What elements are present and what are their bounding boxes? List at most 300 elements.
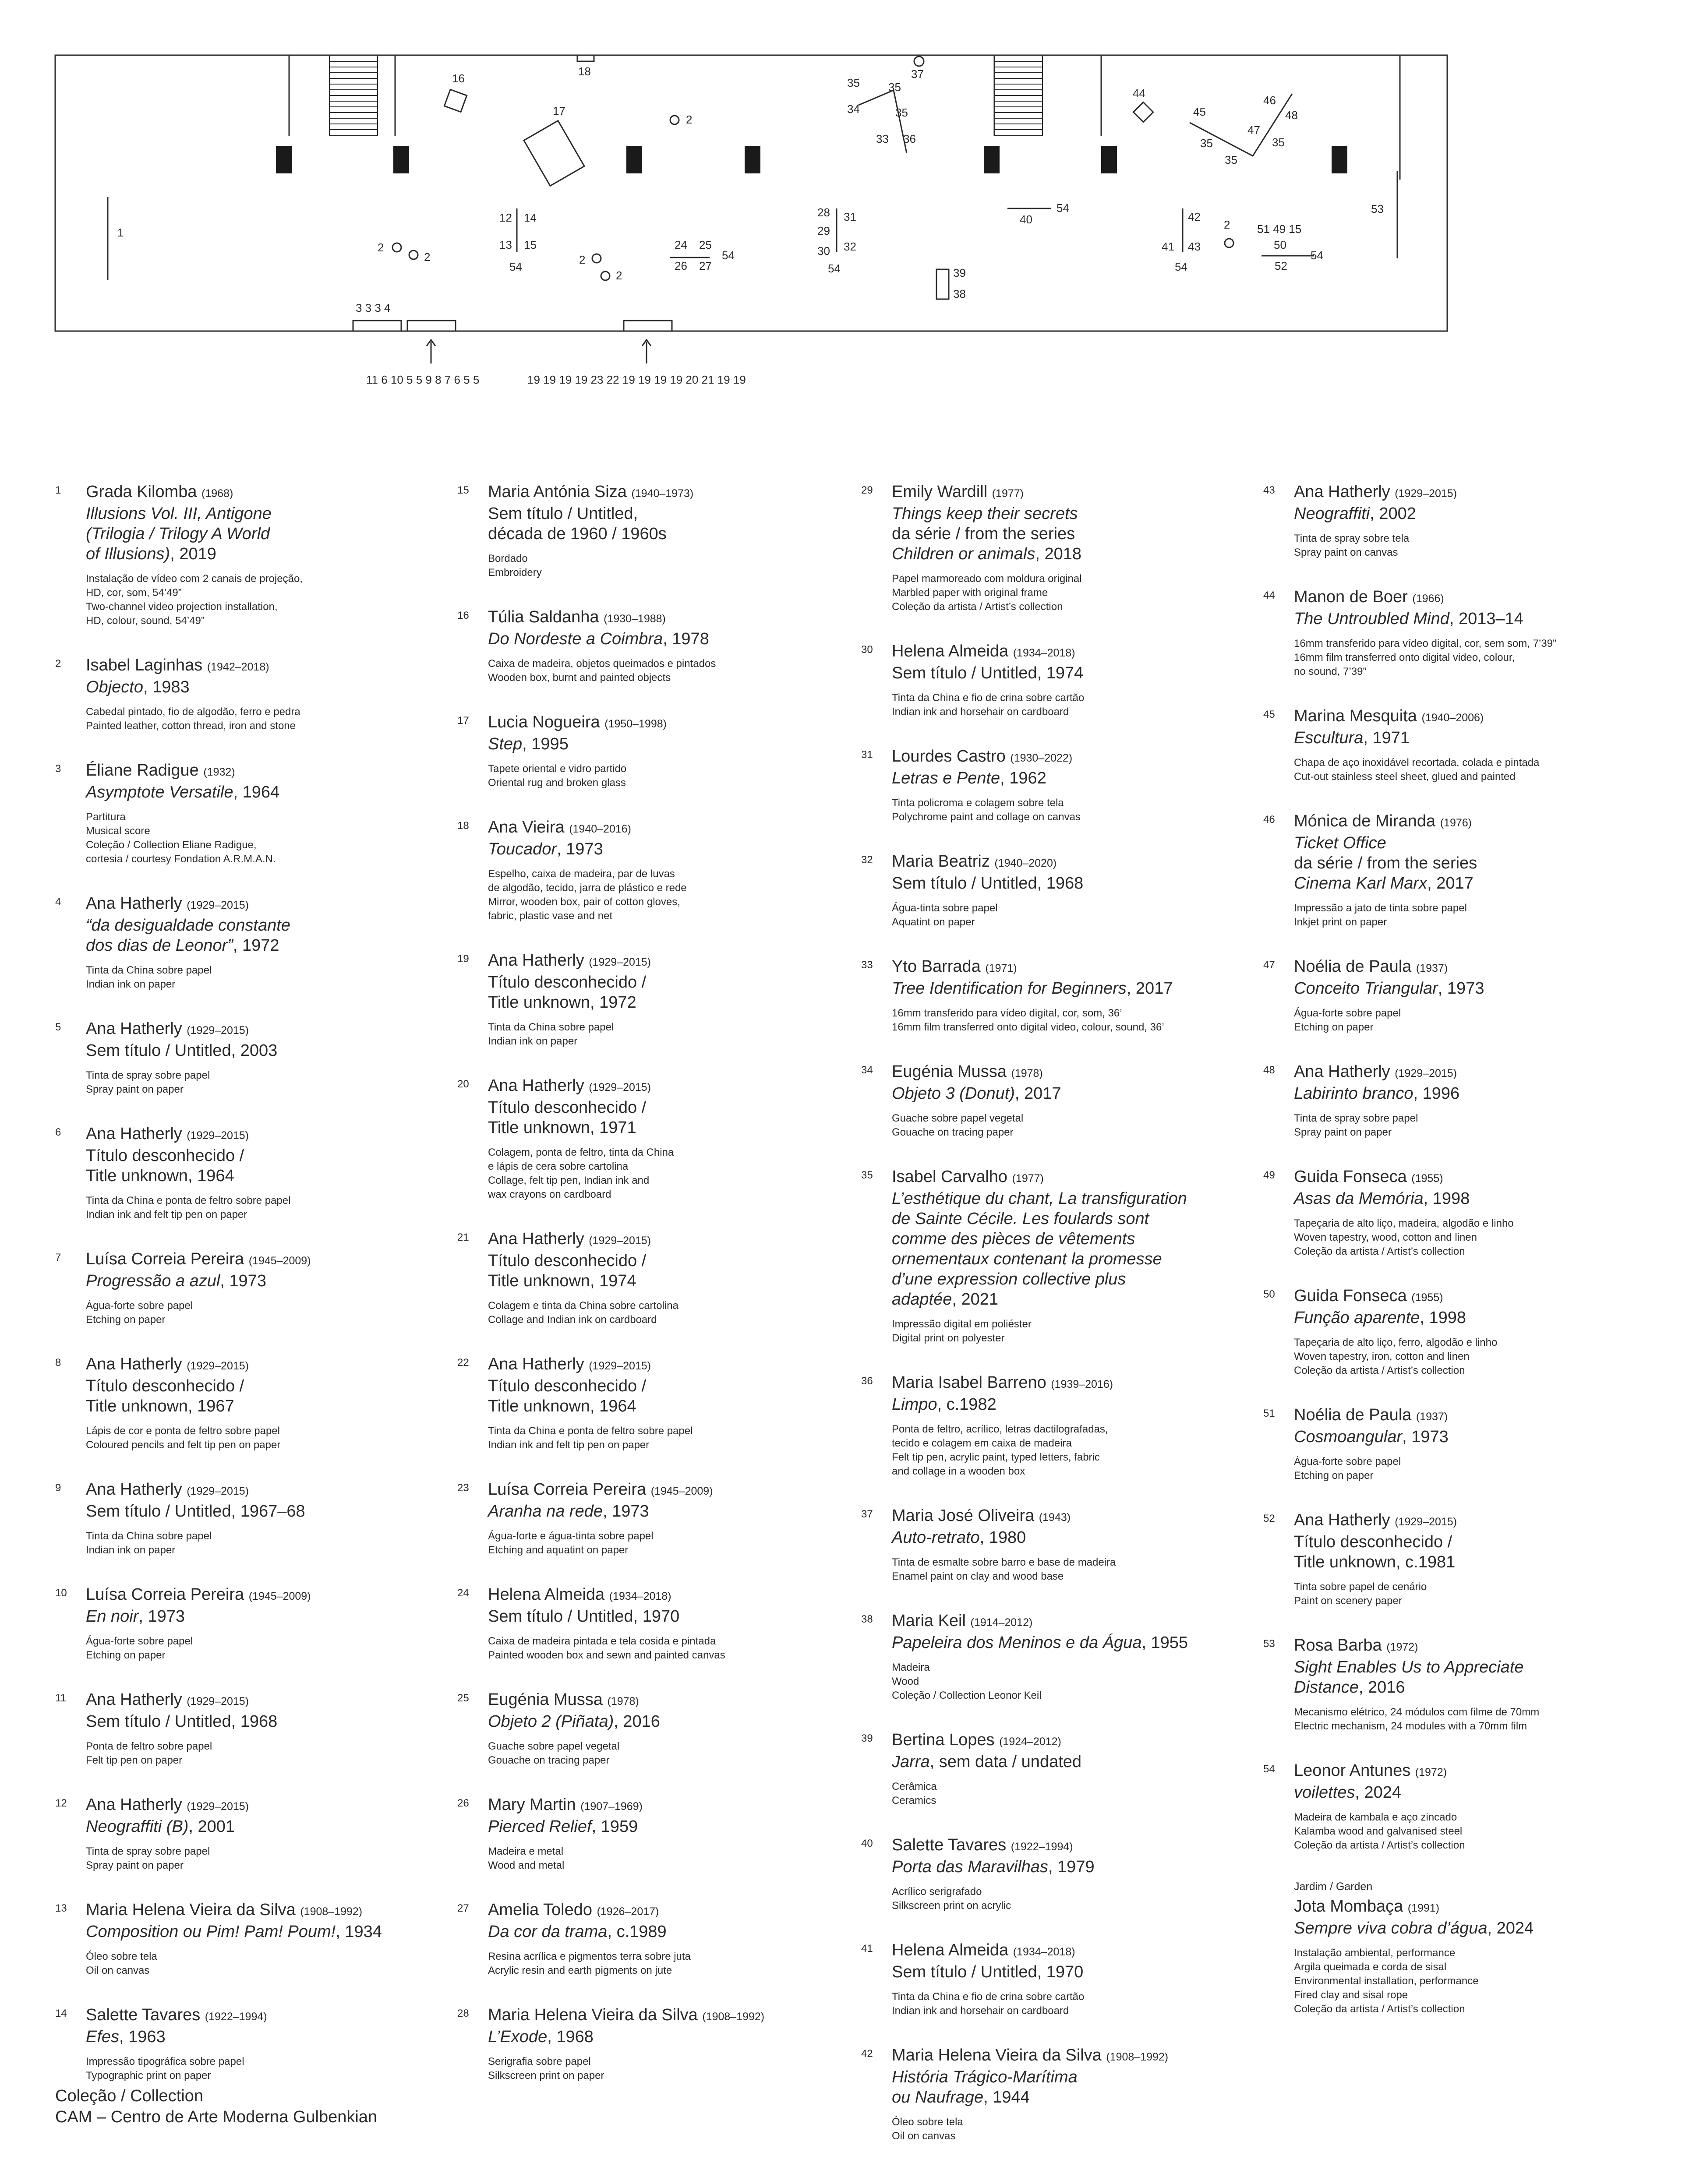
artist-name-line xyxy=(1294,1286,1631,1308)
work-details: Espelho, caixa de madeira, par de luvas de algodão, tecido, jarra de plástico e rede Mirror, wooden box, pair of cotton gloves, fabric, plastic vase and net xyxy=(488,868,687,922)
caption-column xyxy=(55,482,423,2110)
artist-name: Marina Mesquita xyxy=(1294,707,1417,725)
artist-name-line xyxy=(892,1062,1229,1083)
plan-label: 42 xyxy=(1188,210,1201,223)
work-title-italic: Escultura xyxy=(1294,729,1364,747)
work-number: 38 xyxy=(861,1613,873,1625)
plan-label: 18 xyxy=(578,65,591,78)
work-title: Título desconhecido / Title unknown, 1964 xyxy=(488,1377,647,1415)
artist-dates: (1914–2012) xyxy=(970,1616,1033,1629)
work-title xyxy=(892,1633,1229,1653)
work-details: Tinta da China e ponta de feltro sobre papel Indian ink and felt tip pen on paper xyxy=(86,1195,291,1221)
caption-entry xyxy=(55,655,423,733)
work-title xyxy=(1294,978,1631,999)
work-title xyxy=(488,1817,825,1837)
plan-label: 12 xyxy=(499,211,512,224)
plan-label: 35 xyxy=(888,81,901,94)
artist-name-line xyxy=(488,2005,825,2027)
work-details: Água-forte sobre papel Etching on paper xyxy=(86,1300,193,1326)
plan-label: 15 xyxy=(524,238,537,251)
caption-entry xyxy=(457,1795,825,1873)
work-title xyxy=(892,1083,1229,1104)
artist-name: Maria Isabel Barreno xyxy=(892,1373,1046,1392)
caption-column xyxy=(861,482,1229,2170)
work-title xyxy=(1294,504,1631,524)
work-number: 36 xyxy=(861,1375,873,1387)
artist-name: Helena Almeida xyxy=(488,1585,605,1604)
work-date: , 2017 xyxy=(1126,979,1173,998)
work-title xyxy=(488,1711,825,1732)
work-date: , 1964 xyxy=(233,783,280,801)
artist-dates: (1929–2015) xyxy=(187,1800,249,1813)
artist-name: Maria Helena Vieira da Silva xyxy=(488,2006,698,2024)
work-number: 1 xyxy=(55,484,61,496)
work-details: Colagem, ponta de feltro, tinta da China e lápis de cera sobre cartolina Collage, felt tip pen, Indian ink and wax crayons on cardboard xyxy=(488,1147,674,1200)
work-title xyxy=(488,2027,825,2047)
plan-label: 35 xyxy=(1272,136,1285,149)
work-number: 41 xyxy=(861,1943,873,1955)
artist-name: Luísa Correia Pereira xyxy=(488,1480,647,1499)
pillar xyxy=(745,146,760,173)
work-title-italic: Ticket Office xyxy=(1294,834,1386,852)
work-title-italic: voilettes xyxy=(1294,1783,1355,1802)
work-number: 46 xyxy=(1263,814,1275,826)
work-title xyxy=(1294,1083,1631,1104)
plan-label: 54 xyxy=(1175,260,1187,273)
pillar xyxy=(393,146,409,173)
caption-entry xyxy=(55,1795,423,1873)
collection-credit xyxy=(55,2085,377,2128)
artist-name-line xyxy=(892,2045,1229,2067)
plan-label: 26 xyxy=(675,259,687,272)
caption-entry xyxy=(1263,1167,1631,1259)
plan-label: 17 xyxy=(553,104,565,117)
artist-dates: (1976) xyxy=(1440,817,1472,829)
work-title xyxy=(1294,609,1631,629)
plan-label: 48 xyxy=(1285,109,1298,122)
work-number: 22 xyxy=(457,1357,469,1369)
work-details: Lápis de cor e ponta de feltro sobre papel Coloured pencils and felt tip pen on paper xyxy=(86,1425,281,1451)
work-title: Sem título / Untitled, 1970 xyxy=(892,1963,1084,1981)
artist-dates: (1991) xyxy=(1407,1902,1440,1914)
plan-label: 11 6 10 5 5 9 8 7 6 5 5 xyxy=(366,373,480,386)
work-title-italic: Auto-retrato xyxy=(892,1528,980,1547)
artist-dates: (1937) xyxy=(1416,962,1448,974)
work-title-italic: Neograffiti (B) xyxy=(86,1817,189,1836)
work-date: , 1944 xyxy=(983,2088,1030,2106)
caption-entry xyxy=(1263,956,1631,1034)
work-title-italic: Sight Enables Us to Appreciate Distance xyxy=(1294,1658,1524,1697)
work-details: Madeira de kambala e aço zincado Kalamba wood and galvanised steel Coleção da artista / Artist’s collection xyxy=(1294,1811,1465,1851)
work-details: Tinta de esmalte sobre barro e base de madeira Enamel paint on clay and wood base xyxy=(892,1556,1116,1582)
work-title xyxy=(892,504,1229,564)
artist-name-line xyxy=(86,2005,423,2027)
artist-dates: (1943) xyxy=(1039,1511,1071,1524)
work-details: Tinta da China sobre papel Indian ink on paper xyxy=(488,1021,614,1047)
work-number: 12 xyxy=(55,1797,67,1809)
plan-label: 14 xyxy=(524,211,537,224)
work-title xyxy=(892,768,1229,788)
work-date: , 2001 xyxy=(188,1817,235,1836)
artist-name-line xyxy=(86,1479,423,1501)
work-details: Bordado Embroidery xyxy=(488,553,542,579)
artist-dates: (1968) xyxy=(201,487,233,500)
artist-name-line xyxy=(86,1249,423,1271)
artist-name-line xyxy=(86,1124,423,1146)
work-number: 45 xyxy=(1263,709,1275,720)
plan-label: 37 xyxy=(911,67,924,81)
work-number: 17 xyxy=(457,715,469,727)
work-date: , c.1989 xyxy=(607,1923,667,1941)
artist-name-line xyxy=(1294,1635,1631,1657)
work-title xyxy=(1294,1782,1631,1803)
work-title-italic: Papeleira dos Meninos e da Água xyxy=(892,1634,1142,1652)
caption-entry xyxy=(1263,1761,1631,1852)
work-details: Tapeçaria de alto liço, ferro, algodão e linho Woven tapestry, iron, cotton and linen Coleção da artista / Artist’s collection xyxy=(1294,1337,1498,1376)
work-date: , 1973 xyxy=(138,1607,185,1626)
caption-entry xyxy=(55,482,423,628)
artist-dates: (1971) xyxy=(985,962,1017,974)
artist-dates: (1945–2009) xyxy=(650,1485,713,1497)
plan-label: 45 xyxy=(1193,105,1206,118)
work-title xyxy=(892,1857,1229,1877)
artist-name-line xyxy=(488,1076,825,1097)
work-title-italic: Objeto 3 (Donut) xyxy=(892,1084,1015,1103)
work-details: Impressão digital em poliéster Digital print on polyester xyxy=(892,1318,1032,1344)
work-date: , 1971 xyxy=(1363,729,1410,747)
work-title-italic: Composition ou Pim! Pam! Poum! xyxy=(86,1923,336,1941)
caption-entry xyxy=(861,1372,1229,1478)
work-details: Papel marmoreado com moldura original Marbled paper with original frame Coleção da artista / Artist’s collection xyxy=(892,573,1082,613)
plan-label: 29 xyxy=(817,224,830,237)
artist-name: Ana Vieira xyxy=(488,818,565,836)
artist-name-line xyxy=(1294,482,1631,504)
plan-label: 16 xyxy=(452,72,465,85)
artist-dates: (1929–2015) xyxy=(187,1024,249,1037)
artist-name-line xyxy=(892,1940,1229,1962)
artist-name-line xyxy=(1294,587,1631,609)
work-number: 31 xyxy=(861,749,873,761)
work-date: , 1959 xyxy=(591,1817,638,1836)
caption-entry xyxy=(457,1229,825,1327)
work-title-italic: Cosmoangular xyxy=(1294,1428,1403,1446)
work-number: 37 xyxy=(861,1508,873,1520)
plan-label: 35 xyxy=(895,106,908,119)
caption-entry xyxy=(1263,1405,1631,1483)
pillar xyxy=(1101,146,1117,173)
caption-entry xyxy=(861,1506,1229,1584)
plan-label: 2 xyxy=(378,241,384,254)
work-date: , 2017 xyxy=(1427,874,1474,893)
artist-name: Yto Barrada xyxy=(892,957,981,976)
work-details: Óleo sobre tela Oil on canvas xyxy=(86,1951,157,1976)
work-date: , 1968 xyxy=(547,2028,594,2046)
artist-dates: (1929–2015) xyxy=(589,956,651,968)
artist-name-line xyxy=(488,1690,825,1711)
work-title xyxy=(892,1394,1229,1415)
work-details: Água-forte sobre papel Etching on paper xyxy=(86,1635,193,1661)
artist-dates: (1908–1992) xyxy=(300,1905,363,1918)
work-title xyxy=(488,1922,825,1942)
artist-name-line xyxy=(1294,1062,1631,1083)
work-number: 33 xyxy=(861,959,873,971)
artist-dates: (1908–1992) xyxy=(702,2011,765,2023)
work-number: 9 xyxy=(55,1482,61,1494)
artist-name: Bertina Lopes xyxy=(892,1731,995,1749)
work-number: 15 xyxy=(457,484,469,496)
work-title-italic: Illusions Vol. III, Antigone (Trilogia / Trilogy A World of Illusions) xyxy=(86,505,272,563)
work-number: 28 xyxy=(457,2008,469,2019)
plan-label: 50 xyxy=(1274,238,1286,251)
work-title: Sem título / Untitled, década de 1960 / 1960s xyxy=(488,505,667,543)
work-date: , 1983 xyxy=(143,678,190,696)
artist-name-line xyxy=(1294,1167,1631,1189)
work-date: , 1995 xyxy=(522,735,569,753)
artist-name: Ana Hatherly xyxy=(86,1020,182,1038)
caption-entry xyxy=(861,1835,1229,1913)
artist-name-line xyxy=(892,956,1229,978)
work-date: , 2016 xyxy=(614,1712,660,1731)
work-details: Água-forte sobre papel Etching on paper xyxy=(1294,1456,1401,1482)
work-date: , 2013–14 xyxy=(1449,610,1523,628)
artist-dates: (1945–2009) xyxy=(248,1590,311,1602)
artist-dates: (1930–1988) xyxy=(604,613,666,625)
work-details: Impressão tipográfica sobre papel Typographic print on paper xyxy=(86,2056,244,2082)
work-number: 34 xyxy=(861,1064,873,1076)
artist-name-line xyxy=(86,1900,423,1922)
work-details: Resina acrílica e pigmentos terra sobre juta Acrylic resin and earth pigments on jute xyxy=(488,1951,691,1976)
caption-entry xyxy=(55,1479,423,1557)
artist-name-line xyxy=(86,1584,423,1606)
work-title-italic: Letras e Pente xyxy=(892,769,1000,787)
work-date: , 1955 xyxy=(1141,1634,1188,1652)
work-details: Instalação de vídeo com 2 canais de projeção, HD, cor, som, 54’49” Two-channel video projection installation, HD, colour, sound, 54’49” xyxy=(86,573,303,627)
floor-plan xyxy=(0,0,1682,394)
caption-entry xyxy=(861,746,1229,824)
caption-column xyxy=(457,482,825,2110)
location-label: Jardim / Garden xyxy=(1294,1881,1373,1893)
work-number: 18 xyxy=(457,820,469,832)
artist-name: Maria Antónia Siza xyxy=(488,483,627,501)
work-date: , c.1982 xyxy=(937,1395,996,1414)
work-details: Mecanismo elétrico, 24 módulos com filme de 70mm Electric mechanism, 24 modules with a 70mm film xyxy=(1294,1706,1540,1732)
caption-entry xyxy=(457,1900,825,1978)
work-details: Ponta de feltro, acrílico, letras dactilografadas, tecido e colagem em caixa de madeira Felt tip pen, acrylic paint, typed letters, fabric and collage in a wooden box xyxy=(892,1423,1108,1477)
caption-entry xyxy=(55,1584,423,1662)
plan-label: 32 xyxy=(844,240,856,253)
artist-name-line xyxy=(86,655,423,677)
artist-name: Noélia de Paula xyxy=(1294,957,1412,976)
caption-entry xyxy=(1263,1510,1631,1608)
plan-label: 54 xyxy=(828,262,841,275)
work-number: 50 xyxy=(1263,1288,1275,1300)
work-details: Água-forte sobre papel Etching on paper xyxy=(1294,1007,1401,1033)
artist-name-line xyxy=(488,1229,825,1251)
work-details: Madeira Wood Coleção / Collection Leonor Keil xyxy=(892,1662,1042,1701)
work-title: Título desconhecido / Title unknown, 1974 xyxy=(488,1252,647,1290)
plan-label: 54 xyxy=(722,249,735,262)
work-details: Tinta de spray sobre papel Spray paint on paper xyxy=(86,1069,210,1095)
artist-name: Helena Almeida xyxy=(892,1941,1009,1959)
artist-name: Noélia de Paula xyxy=(1294,1406,1412,1424)
caption-entry xyxy=(55,1900,423,1978)
plan-label: 25 xyxy=(699,238,712,251)
work-details: Guache sobre papel vegetal Gouache on tracing paper xyxy=(892,1112,1024,1138)
work-title-italic: História Trágico-Marítima ou Naufrage xyxy=(892,2068,1078,2106)
artist-dates: (1932) xyxy=(203,766,235,778)
artist-dates: (1929–2015) xyxy=(589,1235,651,1247)
work-date: , 2016 xyxy=(1358,1678,1405,1697)
work-details: Serigrafia sobre papel Silkscreen print on paper xyxy=(488,2056,604,2082)
work-title xyxy=(1294,1308,1631,1328)
caption-entry xyxy=(1263,1880,1631,2016)
plan-label: 53 xyxy=(1371,202,1384,215)
artist-name-line xyxy=(892,1506,1229,1528)
work-number: 20 xyxy=(457,1078,469,1090)
work-title-italic: Labirinto branco xyxy=(1294,1084,1413,1103)
credit-line: CAM – Centro de Arte Moderna Gulbenkian xyxy=(55,2108,378,2126)
artist-name-line xyxy=(488,607,825,629)
artist-dates: (1940–2020) xyxy=(994,857,1057,869)
plan-label: 35 xyxy=(847,76,860,89)
plan-label: 31 xyxy=(844,210,856,223)
work-title-italic: En noir xyxy=(86,1607,139,1626)
artist-dates: (1929–2015) xyxy=(1395,1516,1457,1528)
work-number: 24 xyxy=(457,1587,469,1599)
artist-name: Rosa Barba xyxy=(1294,1636,1382,1655)
caption-entry xyxy=(1263,1635,1631,1733)
work-number: 2 xyxy=(55,658,61,670)
plan-label: 35 xyxy=(1200,137,1213,150)
artist-name: Ana Hatherly xyxy=(86,1690,182,1709)
caption-entry xyxy=(861,2045,1229,2143)
caption-entry xyxy=(457,1076,825,1202)
artist-dates: (1937) xyxy=(1416,1411,1448,1423)
work-title-italic: Toucador xyxy=(488,840,557,858)
work-title-italic: L’Exode xyxy=(488,2028,548,2046)
caption-entry xyxy=(457,817,825,923)
artist-dates: (1972) xyxy=(1415,1766,1447,1778)
plan-label: 52 xyxy=(1275,259,1287,272)
work-details: Partitura Musical score Coleção / Collection Eliane Radigue, cortesia / courtesy Fondation A.R.M.A.N. xyxy=(86,811,276,865)
artist-dates: (1929–2015) xyxy=(187,1485,249,1497)
caption-entry xyxy=(861,482,1229,614)
caption-entry xyxy=(55,1249,423,1327)
plan-label: 46 xyxy=(1263,94,1276,107)
work-details: Ponta de feltro sobre papel Felt tip pen on paper xyxy=(86,1740,212,1766)
work-title xyxy=(1294,1657,1631,1697)
work-details: Tinta de spray sobre papel Spray paint on paper xyxy=(1294,1112,1418,1138)
artist-name-line xyxy=(892,746,1229,768)
work-details: Caixa de madeira, objetos queimados e pintados Wooden box, burnt and painted objects xyxy=(488,658,716,684)
work-date: , 2021 xyxy=(952,1290,999,1309)
caption-entry xyxy=(55,893,423,991)
artist-name-line xyxy=(488,817,825,839)
artist-name-line xyxy=(86,1795,423,1817)
work-details: Tinta de spray sobre tela Spray paint on canvas xyxy=(1294,533,1410,558)
plan-label: 2 xyxy=(616,269,622,282)
work-title xyxy=(86,1606,423,1627)
artist-name-line xyxy=(86,1354,423,1376)
work-number: 7 xyxy=(55,1252,61,1263)
plan-label: 54 xyxy=(509,260,522,273)
caption-entry xyxy=(457,712,825,790)
artist-name: Maria Helena Vieira da Silva xyxy=(86,1901,296,1919)
plan-label: 43 xyxy=(1188,240,1201,253)
work-title xyxy=(892,1528,1229,1548)
plan-label: 36 xyxy=(903,132,916,145)
work-title-italic: Efes xyxy=(86,2028,120,2046)
work-title-italic: Da cor da trama xyxy=(488,1923,608,1941)
work-number: 32 xyxy=(861,854,873,866)
caption-entry xyxy=(861,1730,1229,1808)
artist-name: Mary Martin xyxy=(488,1796,576,1814)
artist-name-line xyxy=(892,851,1229,873)
artist-name: Lucia Nogueira xyxy=(488,713,600,731)
caption-entry xyxy=(861,641,1229,719)
work-title-italic: Função aparente xyxy=(1294,1309,1420,1327)
work-title-italic: Sempre viva cobra d’água xyxy=(1294,1919,1488,1937)
artist-dates: (1977) xyxy=(992,487,1024,500)
caption-column xyxy=(1263,482,1631,2043)
artist-dates: (1907–1969) xyxy=(580,1800,643,1813)
artist-name: Ana Hatherly xyxy=(1294,483,1390,501)
artist-name: Guida Fonseca xyxy=(1294,1168,1407,1186)
work-date: , 1962 xyxy=(1000,769,1046,787)
work-title-italic: L’esthétique du chant, La transfiguration de Sainte Cécile. Les foulards sont comme des pièces de vêtements ornementaux contenant la promesse d’une expression collective plus adaptée xyxy=(892,1189,1187,1309)
work-details: Instalação ambiental, performance Argila queimada e corda de sisal Environmental installation, performance Fired clay and sisal rope Coleção da artista / Artist’s collection xyxy=(1294,1947,1479,2015)
work-title: Título desconhecido / Title unknown, 1964 xyxy=(86,1147,244,1185)
caption-entry xyxy=(861,1062,1229,1140)
pillar xyxy=(276,146,292,173)
work-number: 43 xyxy=(1263,484,1275,496)
artist-dates: (1929–2015) xyxy=(589,1360,651,1372)
work-title xyxy=(86,1817,423,1837)
caption-entry xyxy=(457,482,825,580)
artist-name: Helena Almeida xyxy=(892,642,1009,660)
work-title-italic: Objeto 2 (Piñata) xyxy=(488,1712,614,1731)
caption-entry xyxy=(457,1479,825,1557)
artist-name-line xyxy=(1294,706,1631,728)
work-number: 19 xyxy=(457,953,469,965)
artist-name: Jota Mombaça xyxy=(1294,1897,1403,1916)
work-date: , 1979 xyxy=(1048,1858,1095,1876)
work-title-italic: Things keep their secrets xyxy=(892,505,1078,523)
work-title-italic: Conceito Triangular xyxy=(1294,979,1438,998)
work-title: Título desconhecido / Title unknown, 1972 xyxy=(488,973,647,1012)
plan-label: 2 xyxy=(579,253,586,266)
work-number: 21 xyxy=(457,1231,469,1243)
work-title: Sem título / Untitled, 1967–68 xyxy=(86,1502,305,1521)
artist-name: Luísa Correia Pereira xyxy=(86,1585,244,1604)
artist-name: Ana Hatherly xyxy=(488,1355,584,1373)
work-title-italic: “da desigualdade constante dos dias de Leonor” xyxy=(86,916,290,955)
artist-name-line xyxy=(1294,1405,1631,1427)
plan-label: 40 xyxy=(1020,213,1032,226)
artist-name: Isabel Laginhas xyxy=(86,656,203,674)
work-number: 30 xyxy=(861,644,873,656)
plan-label: 2 xyxy=(424,251,431,264)
artist-name-line xyxy=(1294,1896,1631,1918)
caption-entry xyxy=(1263,482,1631,560)
work-title xyxy=(488,1501,825,1521)
work-details: Tinta sobre papel de cenário Paint on scenery paper xyxy=(1294,1581,1427,1607)
work-number: 44 xyxy=(1263,589,1275,601)
work-title: Título desconhecido / Title unknown, 1971 xyxy=(488,1098,647,1137)
artist-dates: (1934–2018) xyxy=(609,1590,671,1602)
work-title: Sem título / Untitled, 2003 xyxy=(86,1041,278,1060)
work-title xyxy=(86,1922,423,1942)
